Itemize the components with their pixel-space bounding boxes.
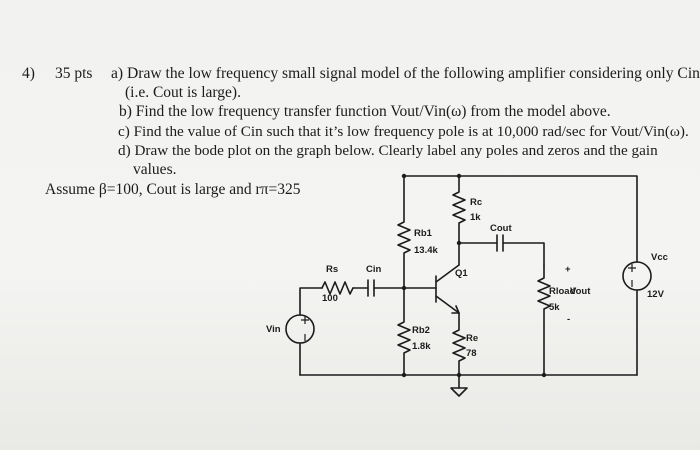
rb2-resistor bbox=[398, 288, 410, 375]
rb2-name-label: Rb2 bbox=[412, 325, 430, 336]
rb1-wire bbox=[398, 176, 410, 288]
re-name-label: Re bbox=[466, 333, 479, 344]
rload-resistor bbox=[538, 266, 550, 375]
rload-name-label: Rload bbox=[549, 286, 576, 297]
rload-value-label: 5k bbox=[549, 302, 560, 313]
rb2-value-label: 1.8k bbox=[412, 341, 431, 352]
junction-dot bbox=[457, 373, 461, 377]
vcc-value-label: 12V bbox=[647, 289, 664, 300]
junction-dot bbox=[542, 373, 546, 377]
ground-arrow bbox=[451, 388, 467, 396]
plus-sign: + bbox=[565, 264, 571, 275]
part-d-text: d) Draw the bode plot on the graph below. Clearly label any poles and zeros and the gain bbox=[118, 142, 658, 159]
problem-points: 35 pts bbox=[55, 65, 93, 82]
cout-to-rload-wire bbox=[503, 243, 544, 266]
problem-number: 4) bbox=[22, 65, 35, 82]
vout-name-label: Vout bbox=[570, 286, 591, 297]
part-a-text: a) Draw the low frequency small signal model of the following amplifier considering only Cin bbox=[111, 65, 700, 82]
rb1-name-label: Rb1 bbox=[414, 228, 432, 239]
q1-name-label: Q1 bbox=[455, 268, 468, 279]
assumptions-text: Assume β=100, Cout is large and rπ=325 bbox=[45, 181, 301, 198]
rc-name-label: Rc bbox=[470, 197, 483, 208]
vin-name-label: Vin bbox=[266, 324, 281, 335]
vcc-name-label: Vcc bbox=[651, 252, 668, 263]
rb1-value-label: 13.4k bbox=[414, 245, 438, 256]
part-c-text: c) Find the value of Cin such that it’s low frequency pole is at 10,000 rad/sec for Vout/Vin(ω). bbox=[118, 123, 689, 140]
rs-name-label: Rs bbox=[326, 264, 339, 275]
rc-value-label: 1k bbox=[470, 212, 481, 223]
rs-value-label: 100 bbox=[322, 293, 338, 304]
top-rail-wire bbox=[404, 176, 637, 262]
rc-wire bbox=[453, 176, 465, 265]
cout-name-label: Cout bbox=[490, 223, 512, 234]
junction-dot bbox=[457, 174, 461, 178]
junction-dot bbox=[402, 174, 406, 178]
vin-top-wire bbox=[300, 288, 322, 315]
re-value-label: 78 bbox=[466, 348, 477, 359]
vin-source-circle bbox=[286, 315, 314, 343]
vcc-source-circle bbox=[623, 262, 651, 290]
q1-emitter-leg bbox=[436, 296, 459, 313]
part-a-continuation: (i.e. Cout is large). bbox=[125, 84, 241, 101]
part-d-continuation: values. bbox=[133, 161, 177, 178]
junction-dot bbox=[402, 373, 406, 377]
junction-dot bbox=[402, 286, 406, 290]
minus-sign: - bbox=[567, 314, 571, 325]
junction-dot bbox=[457, 241, 461, 245]
cin-name-label: Cin bbox=[366, 264, 382, 275]
part-b-text: b) Find the low frequency transfer function Vout/Vin(ω) from the model above. bbox=[119, 103, 611, 120]
